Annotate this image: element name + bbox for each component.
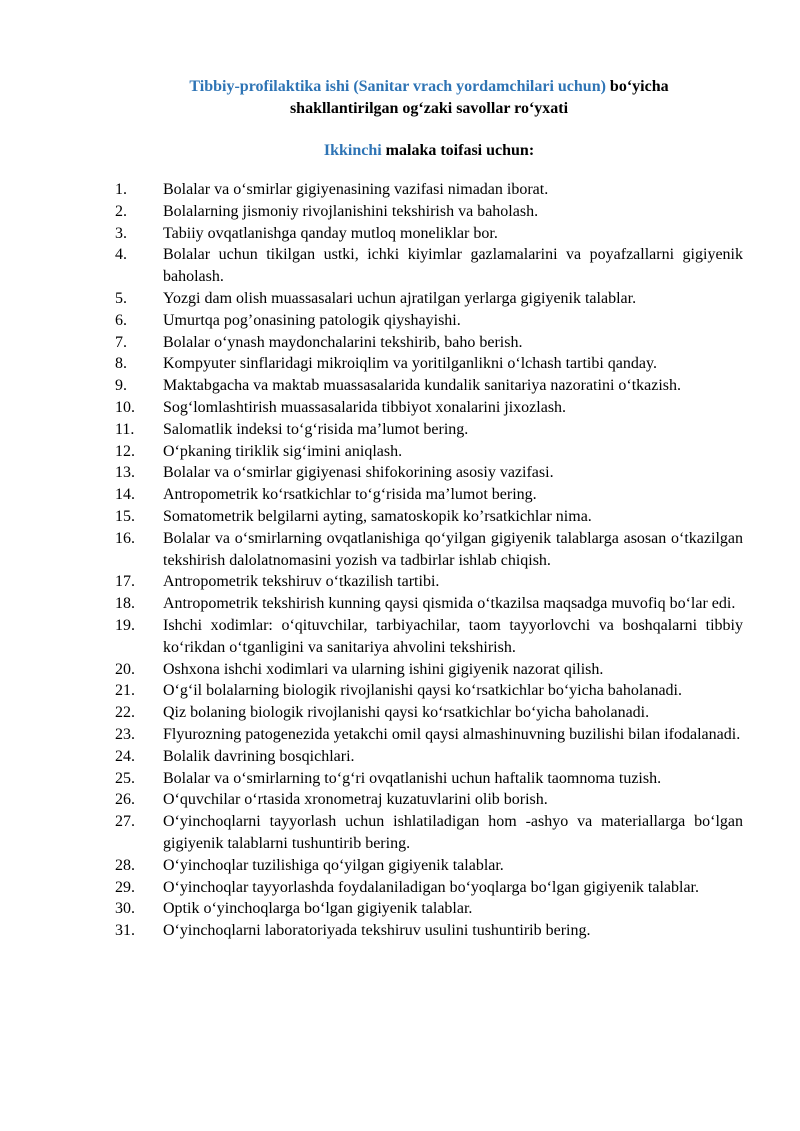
question-number: 9. bbox=[115, 377, 127, 395]
question-number: 14. bbox=[115, 486, 135, 504]
question-text: Antropometrik ko‘rsatkichlar to‘g‘risida ma’lumot bering. bbox=[163, 486, 537, 504]
question-text: Tabiiy ovqatlanishga qanday mutloq moneliklar bor. bbox=[163, 224, 498, 242]
question-item bbox=[115, 571, 743, 593]
question-number: 1. bbox=[115, 181, 127, 198]
question-item bbox=[115, 593, 743, 615]
question-text: O‘yinchoqlarni laboratoriyada tekshiruv usulini tushuntirib bering. bbox=[163, 922, 591, 940]
question-number: 21. bbox=[115, 682, 135, 700]
question-text: O‘quvchilar o‘rtasida xronometraj kuzatuvlarini olib borish. bbox=[163, 791, 548, 809]
question-number: 18. bbox=[115, 595, 135, 613]
question-item bbox=[115, 223, 743, 245]
question-text: Qiz bolaning biologik rivojlanishi qaysi ko‘rsatkichlar bo‘yicha baholanadi. bbox=[163, 704, 650, 722]
question-number: 19. bbox=[115, 616, 135, 634]
question-text: O‘g‘il bolalarning biologik rivojlanishi qaysi ko‘rsatkichlar bo‘yicha baholanadi. bbox=[163, 682, 682, 700]
question-number: 23. bbox=[115, 725, 135, 743]
question-item bbox=[115, 746, 743, 768]
question-text: Salomatlik indeksi to‘g‘risida ma’lumot bering. bbox=[163, 420, 469, 438]
question-number: 20. bbox=[115, 660, 135, 678]
question-number: 10. bbox=[115, 398, 135, 416]
question-item bbox=[115, 332, 743, 354]
question-item bbox=[115, 898, 743, 920]
question-text: Bolalar uchun tikilgan ustki, ichki kiyimlar gazlamalarini va poyafzallarni gigiyenik baholash. bbox=[163, 246, 743, 286]
question-item bbox=[115, 920, 743, 942]
question-item bbox=[115, 419, 743, 441]
question-number: 4. bbox=[115, 246, 127, 264]
question-text: Bolalar va o‘smirlarning to‘g‘ri ovqatlanishi uchun haftalik taomnoma tuzish. bbox=[163, 769, 662, 787]
question-text: Bolalar va o‘smirlar gigiyenasining vazifasi nimadan iborat. bbox=[163, 181, 549, 198]
question-number: 17. bbox=[115, 573, 135, 591]
subtitle-rest: malaka toifasi uchun: bbox=[381, 142, 535, 159]
question-list bbox=[115, 179, 743, 942]
question-number: 15. bbox=[115, 507, 135, 525]
question-number: 11. bbox=[115, 420, 135, 438]
question-number: 30. bbox=[115, 900, 135, 918]
question-text: O‘pkaning tiriklik sig‘imini aniqlash. bbox=[163, 442, 403, 460]
title-rest: bo‘yicha bbox=[605, 78, 669, 95]
question-item bbox=[115, 877, 743, 899]
question-item bbox=[115, 353, 743, 375]
question-number: 26. bbox=[115, 791, 135, 809]
question-item bbox=[115, 789, 743, 811]
question-text: O‘yinchoqlar tayyorlashda foydalaniladigan bo‘yoqlarga bo‘lgan gigiyenik talablar. bbox=[163, 878, 699, 896]
question-text: Bolalik davrining bosqichlari. bbox=[163, 747, 355, 765]
question-item bbox=[115, 702, 743, 724]
question-item bbox=[115, 724, 743, 746]
question-text: Bolalar va o‘smirlarning ovqatlanishiga qo‘yilgan gigiyenik talablarga asosan o‘tkazilgan tekshirish dalolatnomasini yozish va tadbirlar ishlab chiqish. bbox=[163, 529, 743, 569]
question-number: 22. bbox=[115, 704, 135, 722]
question-number: 28. bbox=[115, 856, 135, 874]
question-number: 6. bbox=[115, 311, 127, 329]
question-text: Yozgi dam olish muassasalari uchun ajratilgan yerlarga gigiyenik talablar. bbox=[163, 289, 637, 307]
document-title bbox=[115, 76, 743, 97]
question-item bbox=[115, 310, 743, 332]
question-number: 25. bbox=[115, 769, 135, 787]
question-text: Somatometrik belgilarni ayting, samatoskopik ko’rsatkichlar nima. bbox=[163, 507, 592, 525]
question-item bbox=[115, 397, 743, 419]
question-item bbox=[115, 506, 743, 528]
question-item bbox=[115, 441, 743, 463]
question-item bbox=[115, 375, 743, 397]
document-subtitle bbox=[115, 140, 743, 161]
question-number: 7. bbox=[115, 333, 127, 351]
question-text: Flyurozning patogenezida yetakchi omil qaysi almashinuvning buzilishi bilan ifodalanadi. bbox=[163, 725, 741, 743]
question-text: Kompyuter sinflaridagi mikroiqlim va yoritilganlikni o‘lchash tartibi qanday. bbox=[163, 355, 657, 373]
question-text: Antropometrik tekshiruv o‘tkazilish tartibi. bbox=[163, 573, 440, 591]
question-item bbox=[115, 288, 743, 310]
question-number: 2. bbox=[115, 202, 127, 220]
question-number: 16. bbox=[115, 529, 135, 547]
question-number: 24. bbox=[115, 747, 135, 765]
document-title-line2: shakllantirilgan og‘zaki savollar ro‘yxati bbox=[289, 100, 569, 117]
question-item bbox=[115, 244, 743, 288]
question-text: O‘yinchoqlar tuzilishiga qo‘yilgan gigiyenik talablar. bbox=[163, 856, 504, 874]
question-text: Sog‘lomlashtirish muassasalarida tibbiyot xonalarini jixozlash. bbox=[163, 398, 567, 416]
subtitle-accent: Ikkinchi bbox=[323, 142, 382, 159]
question-number: 12. bbox=[115, 442, 135, 460]
question-text: Bolalar o‘ynash maydonchalarini tekshirib, baho berish. bbox=[163, 333, 523, 351]
question-number: 13. bbox=[115, 464, 135, 482]
question-text: Maktabgacha va maktab muassasalarida kundalik sanitariya nazoratini o‘tkazish. bbox=[163, 377, 682, 395]
question-text: Bolalarning jismoniy rivojlanishini tekshirish va baholash. bbox=[163, 202, 539, 220]
question-number: 31. bbox=[115, 922, 135, 940]
question-text: Ishchi xodimlar: o‘qituvchilar, tarbiyachilar, taom tayyorlovchi va boshqalarni tibbiy ko‘rikdan o‘tganligini va sanitariya ahvolini tekshirish. bbox=[163, 616, 743, 656]
question-text: Optik o‘yinchoqlarga bo‘lgan gigiyenik talablar. bbox=[163, 900, 473, 918]
question-item bbox=[115, 484, 743, 506]
question-text: Bolalar va o‘smirlar gigiyenasi shifokorining asosiy vazifasi. bbox=[163, 464, 554, 482]
question-number: 5. bbox=[115, 289, 127, 307]
question-text: Umurtqa pog’onasining patologik qiyshayishi. bbox=[163, 311, 461, 329]
question-text: Antropometrik tekshirish kunning qaysi qismida o‘tkazilsa maqsadga muvofiq bo‘lar edi. bbox=[163, 595, 736, 613]
question-item bbox=[115, 768, 743, 790]
question-item bbox=[115, 855, 743, 877]
question-item bbox=[115, 528, 743, 572]
question-number: 29. bbox=[115, 878, 135, 896]
question-item bbox=[115, 462, 743, 484]
question-item bbox=[115, 179, 743, 201]
title-accent: Tibbiy-profilaktika ishi (Sanitar vrach yordamchilari uchun) bbox=[189, 78, 606, 95]
question-number: 27. bbox=[115, 813, 135, 831]
question-item bbox=[115, 201, 743, 223]
question-text: Oshxona ishchi xodimlari va ularning ishini gigiyenik nazorat qilish. bbox=[163, 660, 604, 678]
question-item bbox=[115, 811, 743, 855]
question-item bbox=[115, 615, 743, 659]
question-number: 3. bbox=[115, 224, 127, 242]
question-item bbox=[115, 680, 743, 702]
question-item bbox=[115, 659, 743, 681]
question-text: O‘yinchoqlarni tayyorlash uchun ishlatiladigan hom -ashyo va materiallarga bo‘lgan gigiyenik talablarni tushuntirib bering. bbox=[163, 813, 743, 852]
question-number: 8. bbox=[115, 355, 127, 373]
